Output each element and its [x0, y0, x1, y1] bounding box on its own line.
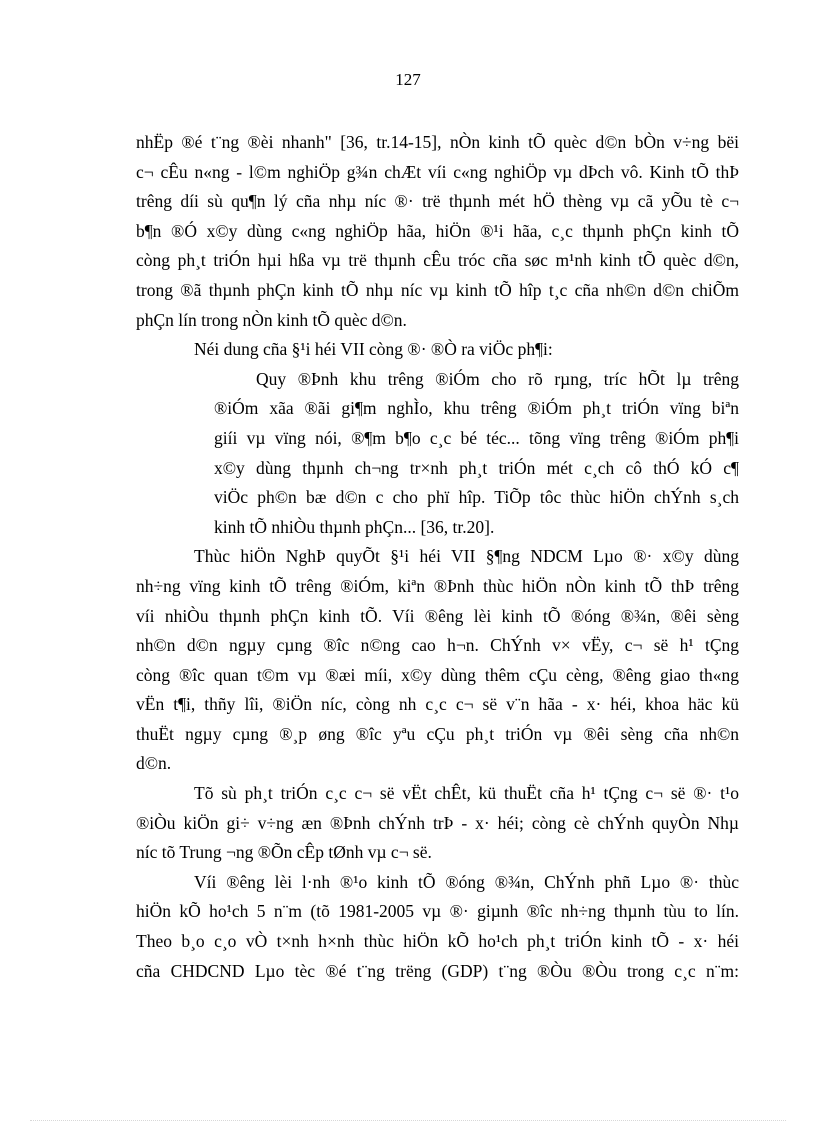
- text-line: nh©n d©n ngµy cµng ®îc n©ng cao h¬n. ChÝnh v× vËy, c¬ së h¹ tÇng: [136, 635, 739, 656]
- footer-divider: [30, 1120, 786, 1121]
- quote-line: x©y dùng thµnh ch¬ng tr×nh ph¸t triÓn mét c¸ch cô thÓ kÓ c¶: [214, 457, 739, 478]
- text-line: c¬ cÊu n«ng - l©m nghiÖp g¾n chÆt víi c«ng nghiÖp vµ dÞch vô. Kinh tÕ thÞ: [136, 161, 739, 182]
- text-line: còng ®îc quan t©m vµ ®æi míi, x©y dùng thêm cÇu cèng, ®êng giao th«ng: [136, 664, 739, 685]
- text-line: Theo b¸o c¸o vÒ t×nh h×nh thùc hiÖn kÕ ho¹ch ph¸t triÓn kinh tÕ - x· héi: [136, 931, 739, 952]
- text-line: vËn t¶i, thñy lîi, ®iÖn níc, còng nh c¸c c¬ së v¨n hãa - x· héi, khoa häc kü: [136, 694, 739, 715]
- text-line: níc tõ Trung ¬ng ®Õn cÊp tØnh vµ c¬ së.: [136, 842, 432, 863]
- text-line: thuËt ngµy cµng ®¸p øng ®îc yªu cÇu ph¸t triÓn vµ ®êi sèng cña nh©n: [136, 723, 739, 744]
- text-line: Néi dung cña §¹i héi VII còng ®· ®Ò ra viÖc ph¶i:: [194, 339, 553, 360]
- text-line: ®iÒu kiÖn gi÷ v÷ng æn ®Þnh chÝnh trÞ - x· héi; còng cè chÝnh quyÒn Nhµ: [136, 812, 739, 833]
- quote-line: viÖc ph©n bæ d©n c cho phï hîp. TiÕp tôc thùc hiÖn chÝnh s¸ch: [214, 487, 739, 508]
- text-line: cña CHDCND Lµo tèc ®é t¨ng trëng (GDP) t¨ng ®Òu ®Òu trong c¸c n¨m:: [136, 960, 739, 981]
- quote-line: kinh tÕ nhiÒu thµnh phÇn... [36, tr.20].: [214, 516, 495, 537]
- text-line: hiÖn kÕ ho¹ch 5 n¨m (tõ 1981-2005 vµ ®· giµnh ®îc nh÷ng thµnh tùu to lín.: [136, 901, 739, 922]
- text-line: phÇn lín trong nÒn kinh tÕ quèc d©n.: [136, 309, 407, 330]
- text-line: nh÷ng vïng kinh tÕ trêng ®iÓm, kiªn ®Þnh thùc hiÖn nÒn kinh tÕ thÞ trêng: [136, 575, 739, 596]
- quote-line: Quy ®Þnh khu trêng ®iÓm cho rõ rµng, tríc hÕt lµ trêng: [256, 368, 739, 389]
- body-text: [136, 128, 739, 986]
- text-line: trêng díi sù qu¶n lý cña nhµ níc ®· trë thµnh mét hÖ thèng vµ cã yÕu tè c¬: [136, 191, 739, 212]
- text-line: b¶n ®Ó x©y dùng c«ng nghiÖp hãa, hiÖn ®¹i hãa, c¸c thµnh phÇn kinh tÕ: [136, 220, 739, 241]
- text-line: nhËp ®é t¨ng ®èi nhanh" [36, tr.14-15], nÒn kinh tÕ quèc d©n bÒn v÷ng bëi: [136, 132, 739, 152]
- text-line: Víi ®êng lèi l·nh ®¹o kinh tÕ ®óng ®¾n, ChÝnh phñ Lµo ®· thùc: [194, 871, 739, 892]
- quote-line: ®iÓm xãa ®ãi gi¶m nghÌo, khu trêng ®iÓm ph¸t triÓn vïng biªn: [214, 398, 739, 419]
- text-line: víi nhiÒu thµnh phÇn kinh tÕ. Víi ®êng lèi kinh tÕ ®óng ®¾n, ®êi sèng: [136, 605, 739, 626]
- text-line: Thùc hiÖn NghÞ quyÕt §¹i héi VII §¶ng NDCM Lµo ®· x©y dùng: [194, 546, 739, 567]
- quote-line: giíi vµ vïng nói, ®¶m b¶o c¸c bé téc... tõng vïng trêng ®iÓm ph¶i: [214, 427, 739, 448]
- page-number: 127: [395, 70, 421, 89]
- text-line: d©n.: [136, 753, 172, 774]
- text-line: còng ph¸t triÓn hµi hßa vµ trë thµnh cÊu tróc cña søc m¹nh kinh tÕ quèc d©n,: [136, 250, 739, 271]
- text-line: trong ®ã thµnh phÇn kinh tÕ nhµ níc vµ kinh tÕ hîp t¸c cña nh©n d©n chiÕm: [136, 279, 739, 300]
- text-line: Tõ sù ph¸t triÓn c¸c c¬ së vËt chÊt, kü thuËt cña h¹ tÇng c¬ së ®· t¹o: [194, 783, 739, 804]
